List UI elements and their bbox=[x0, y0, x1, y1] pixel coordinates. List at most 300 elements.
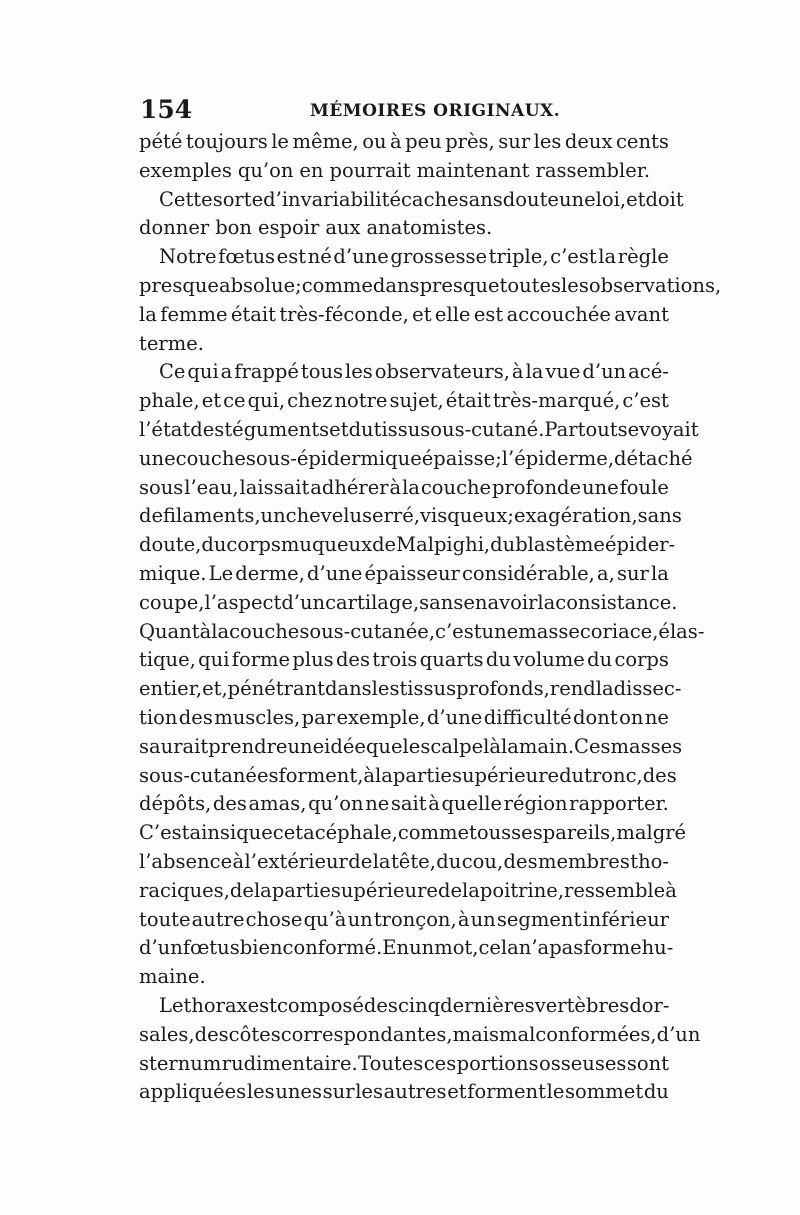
word: Le bbox=[208, 561, 234, 585]
word: profonds, bbox=[456, 677, 550, 701]
word: dans bbox=[372, 273, 420, 297]
word: ou bbox=[362, 130, 387, 153]
word: doute bbox=[502, 187, 559, 211]
word: la bbox=[402, 475, 420, 499]
word: les bbox=[344, 360, 373, 384]
word: sur bbox=[322, 1080, 355, 1104]
word: sales, bbox=[139, 1022, 195, 1046]
word: observations, bbox=[588, 273, 722, 297]
word: et bbox=[626, 187, 646, 211]
word: la bbox=[462, 878, 480, 902]
word: donner bbox=[139, 216, 210, 240]
text-line bbox=[139, 560, 669, 589]
word: quarts bbox=[419, 648, 484, 672]
text-line bbox=[139, 963, 669, 992]
text-line bbox=[139, 330, 669, 359]
word: volume bbox=[513, 648, 585, 672]
word: presque bbox=[139, 273, 219, 297]
text-line bbox=[139, 272, 722, 301]
text-line bbox=[139, 416, 699, 445]
word: ressemble bbox=[564, 878, 666, 902]
word: membres bbox=[537, 849, 630, 873]
word: C’est bbox=[139, 821, 190, 845]
text-line bbox=[139, 704, 669, 733]
word: poitrine, bbox=[479, 878, 565, 902]
word: qu’on bbox=[237, 158, 294, 182]
word: ainsi bbox=[189, 821, 237, 845]
word: à bbox=[199, 619, 212, 643]
word: sous-cutanée, bbox=[299, 619, 436, 643]
word: de bbox=[229, 878, 254, 902]
word: exagération, bbox=[513, 504, 638, 528]
word: conformées, bbox=[535, 1022, 657, 1046]
word: dissec- bbox=[613, 677, 682, 701]
word: du bbox=[559, 763, 585, 787]
word: considérable, bbox=[461, 561, 595, 585]
word: correspondantes, bbox=[280, 1022, 453, 1046]
word: forment bbox=[467, 1080, 546, 1104]
word: cents bbox=[615, 130, 669, 153]
word: dans bbox=[324, 677, 372, 701]
word: rassembler. bbox=[535, 158, 651, 182]
page-header bbox=[140, 95, 670, 125]
word: profonde bbox=[492, 475, 582, 499]
word: du bbox=[348, 417, 374, 441]
word: le bbox=[546, 1080, 565, 1104]
text-line bbox=[139, 243, 669, 272]
word: mot, bbox=[434, 936, 479, 960]
word: les bbox=[371, 677, 400, 701]
text-line bbox=[139, 214, 669, 243]
word: épider- bbox=[604, 533, 676, 557]
word: exemples bbox=[139, 158, 232, 182]
word: que bbox=[365, 734, 403, 758]
word: malgré bbox=[616, 821, 687, 845]
word: d’invariabilité bbox=[263, 187, 402, 211]
word: des bbox=[503, 849, 538, 873]
word: aux bbox=[325, 216, 361, 240]
word: un bbox=[470, 907, 496, 931]
word: très-marqué, bbox=[492, 389, 621, 413]
word: la bbox=[501, 734, 519, 758]
word: sorte bbox=[212, 187, 264, 211]
word: par bbox=[301, 705, 336, 729]
word: cache bbox=[401, 187, 459, 211]
word: sous-cutané. bbox=[420, 417, 545, 441]
word: rudimentaire. bbox=[221, 1051, 358, 1075]
word: du bbox=[490, 533, 516, 557]
word: coupe, bbox=[139, 590, 205, 614]
word: l’aspect bbox=[204, 590, 282, 614]
word: dernières bbox=[440, 993, 535, 1017]
text-line bbox=[139, 848, 669, 877]
word: Malpighi, bbox=[396, 533, 491, 557]
word: thorax bbox=[183, 993, 248, 1017]
text-line bbox=[139, 1050, 669, 1079]
word: presque bbox=[419, 273, 500, 297]
word: d’un bbox=[582, 360, 627, 384]
word: et bbox=[447, 1080, 467, 1104]
word: a, bbox=[597, 561, 615, 585]
word: était bbox=[230, 302, 276, 326]
word: à bbox=[665, 878, 677, 902]
word: terme. bbox=[139, 331, 204, 355]
word: grossesse bbox=[390, 245, 488, 269]
word: la bbox=[372, 849, 391, 873]
text-line bbox=[139, 790, 669, 819]
word: la bbox=[139, 302, 157, 326]
word: d’une bbox=[307, 561, 363, 585]
word: une bbox=[139, 446, 176, 470]
word: la bbox=[595, 677, 614, 701]
text-line bbox=[139, 877, 677, 906]
word: téguments bbox=[224, 417, 330, 441]
word: tous bbox=[300, 360, 344, 384]
word: visqueux; bbox=[419, 504, 514, 528]
word: vue bbox=[545, 360, 581, 384]
word: cou, bbox=[461, 849, 504, 873]
word: région bbox=[503, 792, 568, 816]
word: c’est bbox=[550, 245, 597, 269]
word: Quant bbox=[139, 619, 200, 643]
text-line bbox=[139, 1078, 669, 1107]
word: doit bbox=[645, 187, 684, 211]
word: autre bbox=[191, 907, 245, 931]
word: la bbox=[375, 763, 393, 787]
text-line bbox=[139, 589, 678, 618]
word: cartilage, bbox=[325, 590, 420, 614]
word: sous-cutanées bbox=[139, 763, 279, 787]
word: pas bbox=[549, 936, 584, 960]
word: du bbox=[643, 1080, 669, 1104]
word: près, bbox=[445, 130, 495, 153]
word: à bbox=[390, 130, 402, 153]
word: à bbox=[389, 475, 402, 499]
word: couche bbox=[420, 475, 492, 499]
text-line bbox=[139, 445, 693, 474]
word: une bbox=[287, 734, 325, 758]
word: sur bbox=[498, 130, 531, 153]
word: femme bbox=[160, 302, 228, 326]
word: masse bbox=[518, 619, 580, 643]
word: observateurs, bbox=[374, 360, 510, 384]
word: n’a bbox=[518, 936, 550, 960]
word: coriace, bbox=[579, 619, 659, 643]
word: épaisse; bbox=[421, 446, 502, 470]
word: pénétrant bbox=[227, 677, 325, 701]
word: l’état bbox=[139, 417, 191, 441]
word: vertèbres bbox=[534, 993, 630, 1017]
word: ne bbox=[644, 705, 669, 729]
word: espoir bbox=[258, 216, 320, 240]
word: qui bbox=[198, 648, 230, 672]
word: raciques, bbox=[139, 878, 230, 902]
word: c’est bbox=[435, 619, 482, 643]
word: rend bbox=[549, 677, 596, 701]
word: l’épiderme, bbox=[501, 446, 615, 470]
word: ce bbox=[223, 389, 246, 413]
word: qui bbox=[187, 360, 219, 384]
word: à bbox=[457, 907, 470, 931]
word: hu- bbox=[641, 936, 674, 960]
word: cet bbox=[272, 821, 304, 845]
word: entier, bbox=[139, 677, 203, 701]
word: l’extérieur bbox=[244, 849, 348, 873]
word: tho- bbox=[630, 849, 669, 873]
word: serré, bbox=[362, 504, 420, 528]
word: est bbox=[276, 245, 307, 269]
word: de bbox=[348, 849, 373, 873]
word: toujours bbox=[185, 130, 268, 153]
word: à bbox=[489, 734, 502, 758]
word: de bbox=[139, 504, 164, 528]
word: la bbox=[253, 878, 272, 902]
word: foule bbox=[619, 475, 669, 499]
word: sans bbox=[458, 187, 503, 211]
word: derme, bbox=[235, 561, 305, 585]
word: tion bbox=[139, 705, 178, 729]
word: phale, bbox=[139, 389, 200, 413]
word: acé- bbox=[628, 360, 669, 384]
word: une bbox=[558, 187, 596, 211]
word: bon bbox=[215, 216, 252, 240]
word: la bbox=[525, 360, 544, 384]
text-line bbox=[139, 1021, 701, 1050]
word: les bbox=[561, 273, 589, 297]
word: blastème bbox=[515, 533, 605, 557]
word: acéphale, bbox=[303, 821, 398, 845]
word: filaments, bbox=[163, 504, 261, 528]
word: et bbox=[412, 302, 432, 326]
word: est bbox=[247, 993, 277, 1017]
word: Toutes bbox=[358, 1051, 424, 1075]
text-line bbox=[139, 675, 682, 704]
text-line bbox=[139, 186, 684, 215]
word: couche bbox=[229, 619, 300, 643]
word: Cette bbox=[159, 187, 213, 211]
word: une bbox=[481, 619, 519, 643]
word: est bbox=[473, 302, 504, 326]
word: règle bbox=[617, 245, 669, 269]
word: main. bbox=[518, 734, 575, 758]
text-line bbox=[139, 157, 669, 186]
word: détaché bbox=[614, 446, 693, 470]
word: la bbox=[598, 245, 617, 269]
word: la bbox=[537, 590, 556, 614]
word: né bbox=[307, 245, 332, 269]
word: des bbox=[363, 993, 398, 1017]
word: d’un bbox=[281, 590, 326, 614]
word: ces bbox=[423, 1051, 457, 1075]
word: des bbox=[212, 792, 247, 816]
word: tête, bbox=[390, 849, 436, 873]
word: difficulté bbox=[483, 705, 572, 729]
word: qu’on bbox=[308, 792, 364, 816]
word: sait bbox=[390, 792, 427, 816]
word: chez bbox=[287, 389, 333, 413]
word: autres bbox=[383, 1080, 447, 1104]
word: avant bbox=[614, 302, 669, 326]
word: sur bbox=[616, 561, 649, 585]
word: en bbox=[463, 590, 488, 614]
text-line bbox=[139, 819, 687, 848]
word: ses bbox=[511, 821, 543, 845]
word: d’une bbox=[426, 705, 483, 729]
body-text bbox=[139, 128, 722, 1107]
word: des bbox=[335, 648, 370, 672]
word: et, bbox=[202, 677, 228, 701]
word: du bbox=[436, 849, 462, 873]
word: Le bbox=[159, 993, 184, 1017]
word: corps bbox=[614, 648, 669, 672]
word: segment bbox=[496, 907, 582, 931]
text-line bbox=[139, 618, 705, 647]
word: l’absence bbox=[139, 849, 233, 873]
word: saurait bbox=[139, 734, 209, 758]
word: côtes bbox=[228, 1022, 281, 1046]
word: forme bbox=[583, 936, 642, 960]
word: même, bbox=[292, 130, 359, 153]
word: peu bbox=[405, 130, 442, 153]
word: d’un bbox=[656, 1022, 701, 1046]
word: muqueux bbox=[280, 533, 373, 557]
word: anatomistes. bbox=[366, 216, 493, 240]
word: sans bbox=[419, 590, 464, 614]
text-line bbox=[139, 128, 669, 157]
word: frappé bbox=[234, 360, 299, 384]
word: plus bbox=[292, 648, 334, 672]
word: appliquées bbox=[139, 1080, 247, 1104]
word: fœtus bbox=[218, 245, 276, 269]
word: unes bbox=[275, 1080, 322, 1104]
word: rapporter. bbox=[569, 792, 669, 816]
word: tous bbox=[469, 821, 512, 845]
word: inférieur bbox=[582, 907, 669, 931]
word: élas- bbox=[658, 619, 705, 643]
word: supérieure bbox=[451, 763, 560, 787]
word: a bbox=[220, 360, 233, 384]
text-line bbox=[139, 502, 682, 531]
word: mique. bbox=[139, 561, 207, 585]
word: des bbox=[178, 705, 213, 729]
word: voyait bbox=[639, 417, 699, 441]
word: la bbox=[651, 561, 669, 585]
word: que bbox=[236, 821, 273, 845]
word: conformé. bbox=[282, 936, 383, 960]
word: sternum bbox=[139, 1051, 222, 1075]
word: accouchée bbox=[506, 302, 611, 326]
word: partie bbox=[392, 763, 452, 787]
word: sommet bbox=[565, 1080, 644, 1104]
word: cela bbox=[478, 936, 519, 960]
text-line bbox=[139, 733, 683, 762]
word: le bbox=[271, 130, 289, 153]
word: les bbox=[246, 1080, 275, 1104]
word: tronçon, bbox=[373, 907, 457, 931]
word: elle bbox=[434, 302, 471, 326]
word: adhérer bbox=[310, 475, 389, 499]
word: maine. bbox=[139, 965, 206, 989]
word: osseuses bbox=[538, 1051, 627, 1075]
word: un bbox=[409, 936, 435, 960]
text-line bbox=[139, 646, 669, 675]
text-line bbox=[139, 934, 674, 963]
word: Ce bbox=[159, 360, 186, 384]
word: pourrait bbox=[329, 158, 411, 182]
word: deux bbox=[564, 130, 613, 153]
word: d’une bbox=[333, 245, 389, 269]
word: qui, bbox=[247, 389, 286, 413]
word: idée bbox=[324, 734, 366, 758]
word: sous-épidermique bbox=[245, 446, 422, 470]
word: amas, bbox=[248, 792, 307, 816]
word: les bbox=[355, 1080, 383, 1104]
word: qu’à bbox=[303, 907, 347, 931]
word: composé bbox=[276, 993, 364, 1017]
word: consistance. bbox=[555, 590, 678, 614]
text-line bbox=[139, 992, 669, 1021]
word: masses bbox=[610, 734, 683, 758]
word: des bbox=[642, 763, 677, 787]
word: c’est bbox=[622, 389, 669, 413]
word: mal bbox=[498, 1022, 536, 1046]
word: on bbox=[619, 705, 644, 729]
word: tique, bbox=[139, 648, 196, 672]
word: à bbox=[232, 849, 245, 873]
word: des bbox=[190, 417, 225, 441]
text-line bbox=[139, 358, 669, 387]
word: cinq bbox=[397, 993, 441, 1017]
word: du bbox=[485, 648, 511, 672]
word: une bbox=[582, 475, 619, 499]
word: scalpel bbox=[420, 734, 490, 758]
word: sont bbox=[626, 1051, 669, 1075]
word: absolue; bbox=[218, 273, 302, 297]
word: dont bbox=[573, 705, 618, 729]
word: pareils, bbox=[542, 821, 617, 845]
word: corps bbox=[226, 533, 281, 557]
text-line bbox=[139, 762, 677, 791]
word: comme bbox=[397, 821, 470, 845]
word: exemple, bbox=[336, 705, 426, 729]
text-line bbox=[139, 387, 669, 416]
word: comme bbox=[301, 273, 373, 297]
word: l’eau, bbox=[184, 475, 239, 499]
word: portions bbox=[456, 1051, 539, 1075]
word: loi, bbox=[595, 187, 627, 211]
word: bien bbox=[239, 936, 283, 960]
word: la bbox=[211, 619, 230, 643]
word: laissait bbox=[239, 475, 310, 499]
word: maintenant bbox=[416, 158, 530, 182]
running-head: MÉMOIRES ORIGINAUX. bbox=[310, 101, 561, 121]
word: muscles, bbox=[214, 705, 301, 729]
word: forme bbox=[231, 648, 291, 672]
word: se bbox=[617, 417, 640, 441]
word: fœtus bbox=[182, 936, 240, 960]
word: tissus bbox=[399, 677, 457, 701]
word: couche bbox=[175, 446, 246, 470]
word: prendre bbox=[208, 734, 288, 758]
word: du bbox=[201, 533, 227, 557]
word: était bbox=[445, 389, 491, 413]
word: un bbox=[260, 504, 286, 528]
word: Ces bbox=[574, 734, 611, 758]
word: ne bbox=[365, 792, 390, 816]
word: à bbox=[511, 360, 524, 384]
word: chevelu bbox=[285, 504, 363, 528]
word: et bbox=[329, 417, 349, 441]
